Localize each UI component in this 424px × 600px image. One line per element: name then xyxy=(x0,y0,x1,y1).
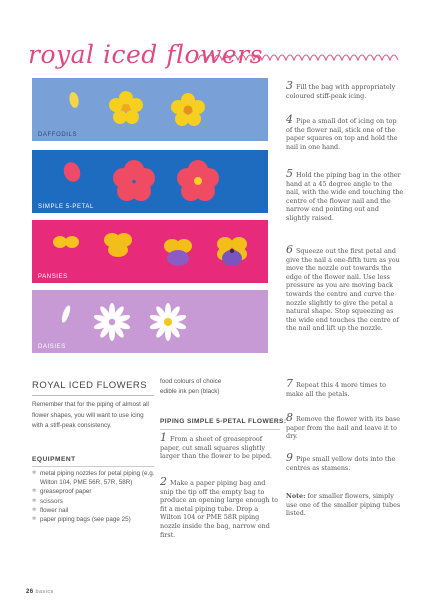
step-text: Hold the piping bag in the other hand at a 45 degree angle to the nail, with the wide end touching the centre of the flower nail and the narrow end pointing out and slightly raised. xyxy=(286,171,404,222)
section-divider xyxy=(32,395,154,396)
step-text: Pipe small yellow dots into the centres as stamens. xyxy=(286,455,396,472)
step-number: 7 xyxy=(286,377,293,390)
panel-pansies xyxy=(32,220,268,283)
extra-equipment-list xyxy=(160,377,280,398)
equipment-item: ✻ paper piping bags (see page 25) xyxy=(32,515,158,524)
step-text: Fill the bag with appropriately coloured stiff-peak icing. xyxy=(286,83,396,100)
panel-label-daisies: DAISIES xyxy=(38,344,66,350)
piping-heading: PIPING SIMPLE 5-PETAL FLOWERS: xyxy=(160,418,287,425)
section-heading: ROYAL ICED FLOWERS xyxy=(32,380,148,391)
step-number: 6 xyxy=(286,243,293,256)
step-number: 5 xyxy=(286,167,293,180)
equipment-list xyxy=(32,469,158,524)
step-text: From a sheet of greaseproof paper, cut small squares slightly larger than the flower to be piped. xyxy=(160,435,272,461)
equipment-divider xyxy=(32,466,154,467)
step-3 xyxy=(286,79,404,100)
step-6 xyxy=(286,243,404,333)
piping-divider xyxy=(160,429,280,430)
panel-simple-5-petal xyxy=(32,150,268,213)
decorative-squiggle xyxy=(198,52,402,66)
page-footer xyxy=(26,589,54,595)
daisy-flowers-illustration xyxy=(32,290,268,353)
panel-daffodils xyxy=(32,78,268,141)
step-number: 1 xyxy=(160,431,167,444)
page-title: royal iced flowers xyxy=(28,40,263,69)
step-2 xyxy=(160,475,280,539)
step-7 xyxy=(286,377,404,398)
step-9 xyxy=(286,451,404,472)
step-text: Repeat this 4 more times to make all the petals. xyxy=(286,381,387,398)
equipment-item: ✻ greaseproof paper xyxy=(32,487,158,496)
step-number: 9 xyxy=(286,451,293,464)
panel-label-pansies: PANSIES xyxy=(38,274,68,280)
step-text: Pipe a small dot of icing on top of the flower nail, stick one of the paper squares on top and hold the nail in one hand. xyxy=(286,117,398,151)
extra-equipment-item: edible ink pen (black) xyxy=(160,388,220,396)
step-text: Remove the flower with its base paper from the nail and leave it to dry. xyxy=(286,415,401,441)
equipment-item: ✻ flower nail xyxy=(32,506,158,515)
equipment-heading: EQUIPMENT xyxy=(32,456,76,463)
step-4 xyxy=(286,113,404,151)
page-number: 26 xyxy=(26,589,34,595)
step-number: 4 xyxy=(286,113,293,126)
extra-equipment-item: food colours of choice xyxy=(160,378,222,385)
equipment-item: ✻ metal piping nozzles for petal piping (e.g. Wilton 104, PME 56R, 57R, 58R) xyxy=(32,469,158,487)
panel-label-daffodils: DAFFODILS xyxy=(38,132,78,138)
step-number: 8 xyxy=(286,411,293,424)
step-1 xyxy=(160,431,280,461)
intro-text: Remember that for the piping of almost all flower shapes, you will want to use icing with a stiff-peak consistency. xyxy=(32,401,149,430)
equipment-item: ✻ scissors xyxy=(32,497,158,506)
step-text: Make a paper piping bag and snip the tip off the empty bag to produce an opening large enough to fit a metal piping tube. Drop a Wilton 104 or PME 58R piping nozzle inside the bag, narrow end first. xyxy=(160,479,278,539)
panel-label-simple-5-petal: SIMPLE 5-PETAL xyxy=(38,204,94,210)
note-text: for smaller flowers, simply use one of the smaller piping tubes listed. xyxy=(286,492,401,518)
panel-daisies xyxy=(32,290,268,353)
step-number: 3 xyxy=(286,79,293,92)
note xyxy=(286,492,404,518)
step-5 xyxy=(286,167,404,223)
step-8 xyxy=(286,411,404,441)
step-number: 2 xyxy=(160,475,167,488)
note-label: Note: xyxy=(286,492,306,500)
step-text: Squeeze out the first petal and give the nail a one-fifth turn as you move the nozzle out towards the edge of the flower nail. Use less pressure as you are moving back towards the centre and curve the nozzle slightly to give the petal a natural shape. Stop squeezing as the wide end touches the centre of the nail and lift up the nozzle. xyxy=(286,247,400,333)
footer-section: basics xyxy=(35,589,54,595)
